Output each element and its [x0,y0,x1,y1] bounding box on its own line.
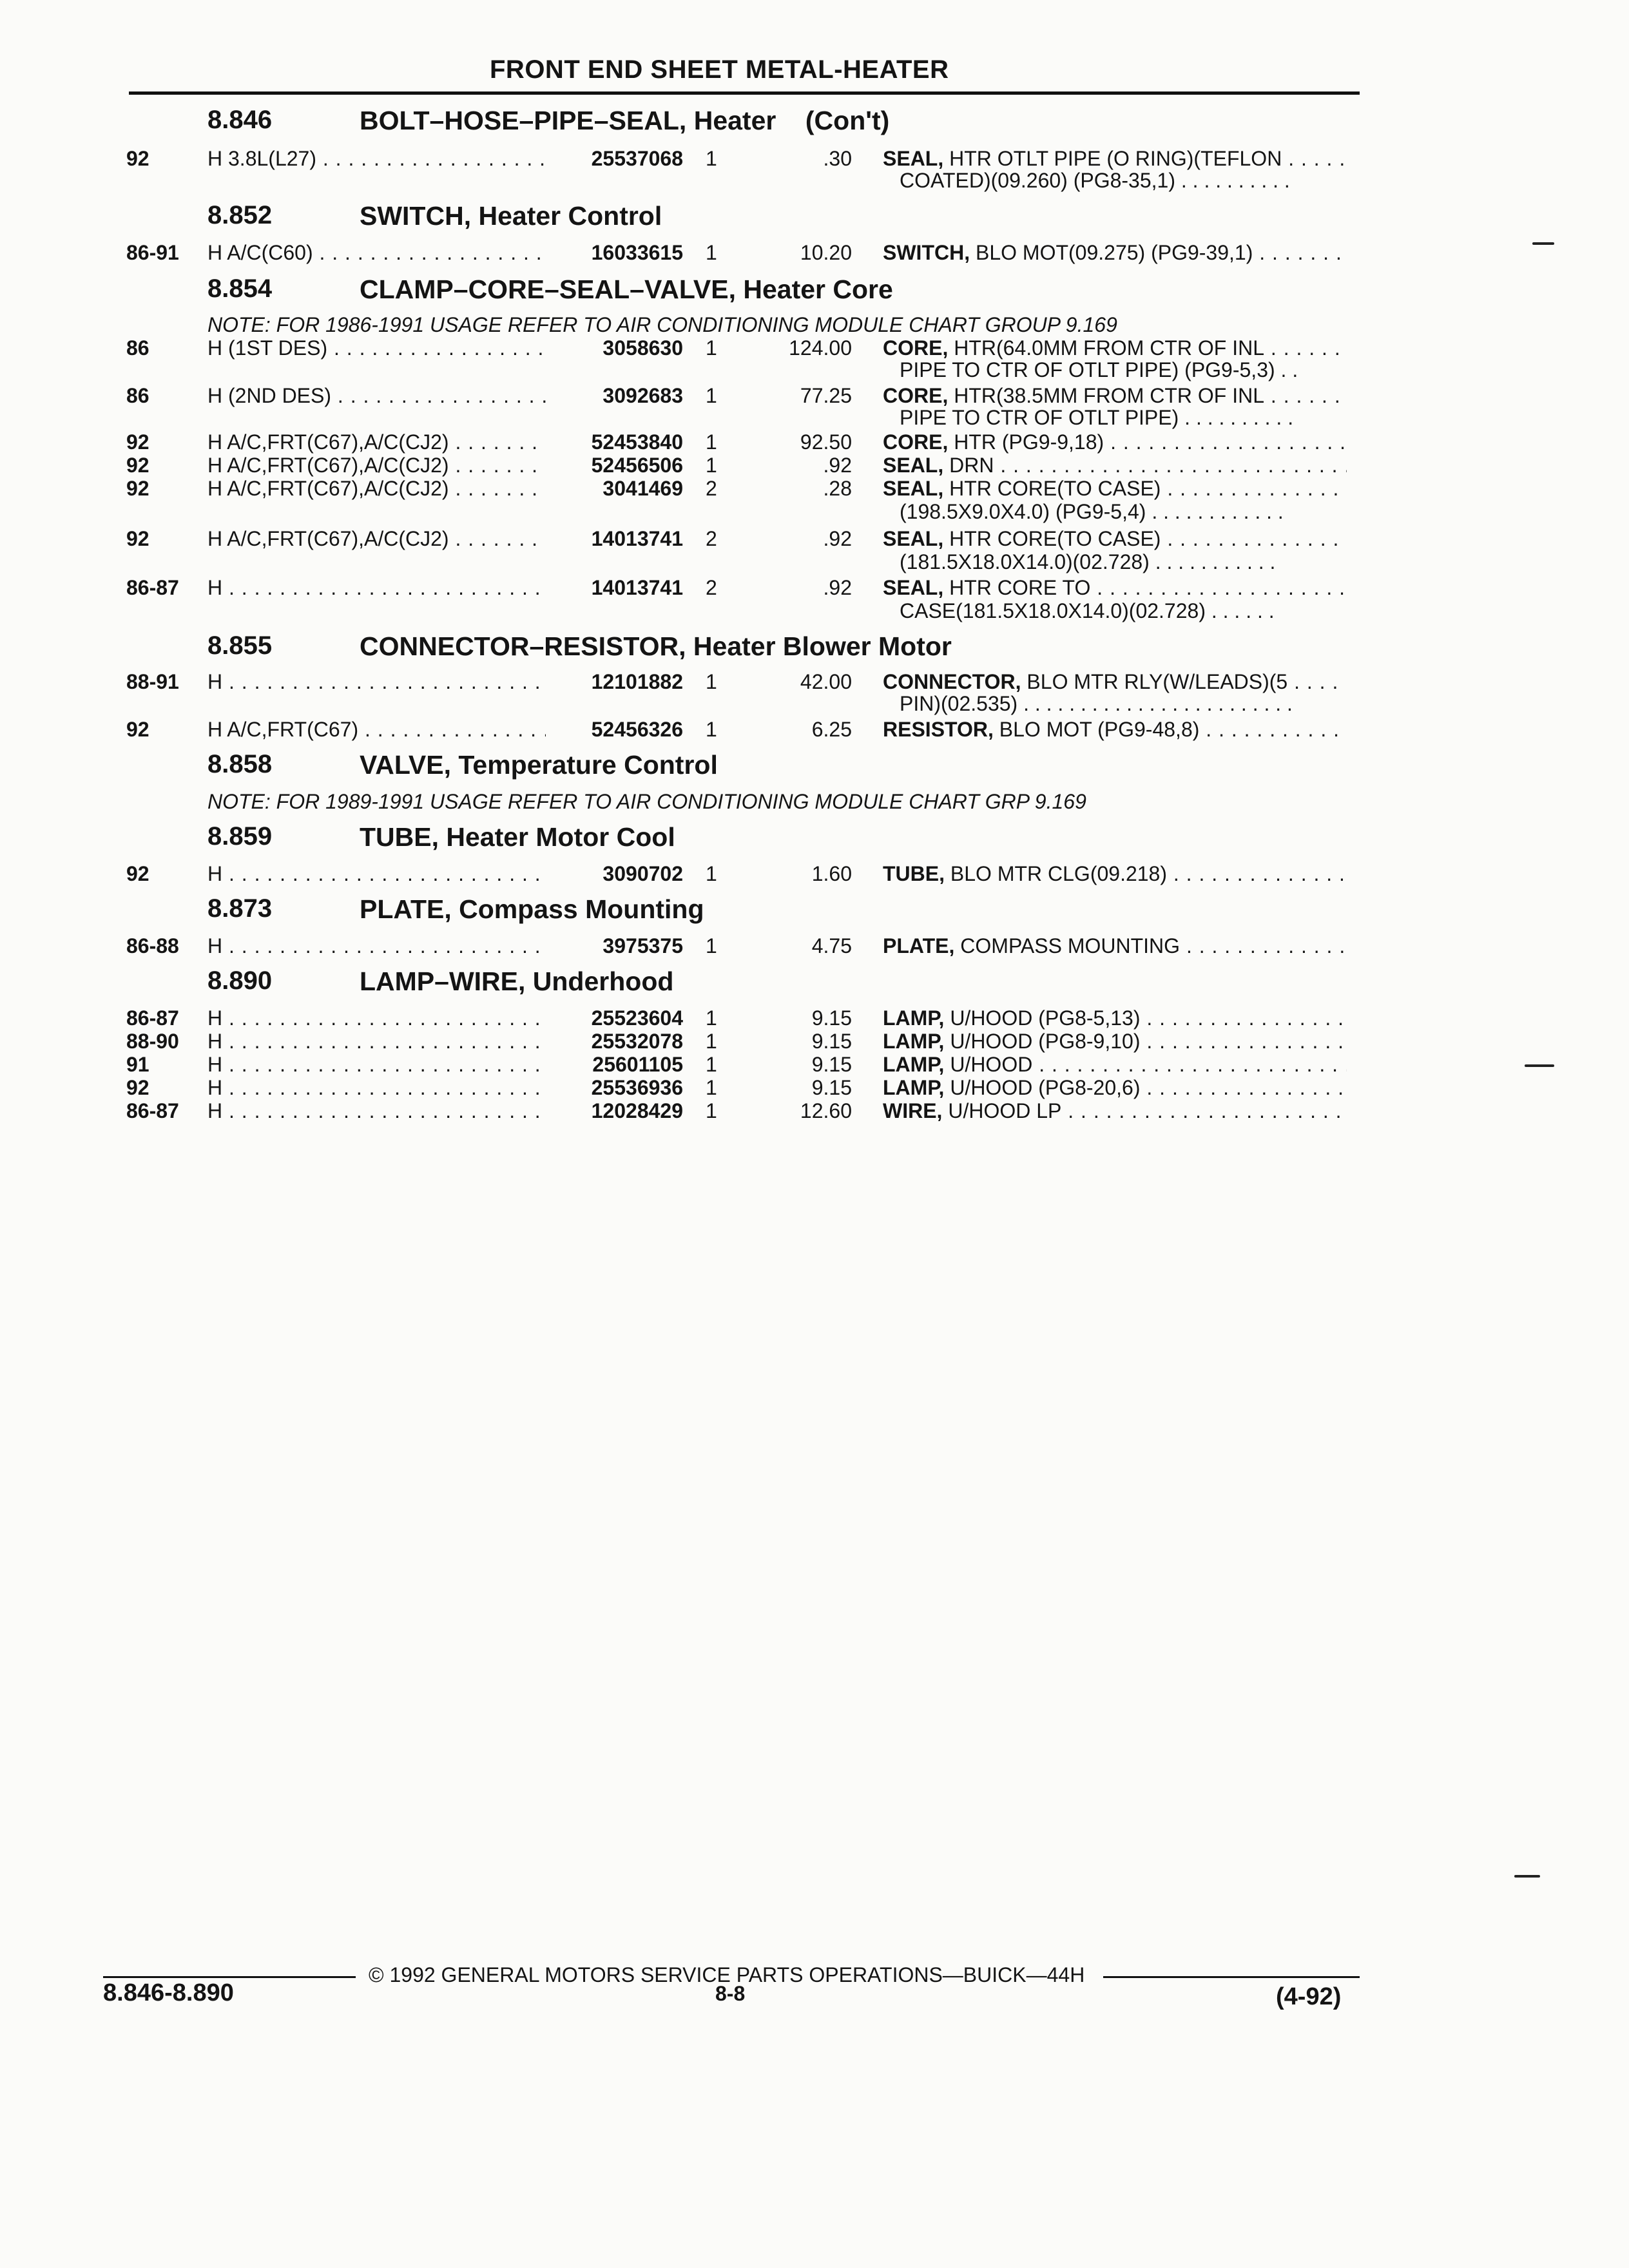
table-row [0,477,1629,500]
model-year: 92 [126,430,149,454]
part-description [883,670,1347,694]
description-text: U/HOOD (PG8-9,10) [944,1030,1141,1053]
price: 4.75 [811,934,852,957]
part-number: 25601105 [592,1053,683,1076]
part-number: 25532078 [591,1030,683,1053]
part-description [883,384,1347,408]
vehicle-usage: H A/C,FRT(C67),A/C(CJ2) . . . [207,477,546,501]
price: 42.00 [800,670,852,693]
table-row [0,1053,1629,1076]
description-text: U/HOOD (PG8-20,6) [944,1076,1141,1099]
part-description [883,241,1347,265]
margin-mark [1525,1064,1554,1067]
page-title: FRONT END SHEET METAL-HEATER [490,55,949,84]
description-key: WIRE, [883,1099,943,1122]
description-key: CORE, [883,384,949,407]
quantity: 1 [706,1076,717,1099]
table-row [0,454,1629,477]
group-heading [0,631,1629,664]
price: .92 [823,454,852,477]
group-heading [0,822,1629,854]
quantity: 2 [706,527,717,550]
part-number: 52456506 [591,454,683,477]
part-number: 14013741 [591,576,683,599]
vehicle-usage: H . . . [207,862,546,886]
description-text: HTR CORE TO [943,576,1091,599]
price: 9.15 [811,1053,852,1076]
price: 10.20 [800,241,852,264]
table-row [0,147,1629,170]
model-year: 92 [126,1076,149,1099]
header-rule [129,91,1360,95]
table-row [0,1030,1629,1053]
part-number: 3092683 [602,384,683,407]
vehicle-usage: H . . . [207,934,546,958]
description-key: CORE, [883,430,949,454]
table-row [0,718,1629,741]
price: .92 [823,527,852,550]
part-number: 16033615 [591,241,683,264]
vehicle-usage: H . . . [207,1030,546,1053]
group-name: CONNECTOR–RESISTOR, Heater Blower Motor [360,631,952,661]
vehicle-usage: H A/C,FRT(C67) . . . [207,718,546,742]
quantity: 1 [706,718,717,741]
part-number: 25537068 [591,147,683,170]
group-number-text: 8.858 [207,750,273,778]
description-key: LAMP, [883,1030,945,1053]
table-row [0,384,1629,407]
description-text: BLO MTR RLY(W/LEADS)(5 [1021,670,1288,693]
model-year: 86-88 [126,934,179,957]
description-key: LAMP, [883,1006,945,1030]
price: 1.60 [811,862,852,885]
price: 9.15 [811,1030,852,1053]
footer-copyright: © 1992 GENERAL MOTORS SERVICE PARTS OPERATIONS—BUICK—44H [369,1963,1085,1986]
part-description [883,718,1347,742]
group-name: PLATE, Compass Mounting [360,894,704,924]
description-text: HTR CORE(TO CASE) [943,527,1161,550]
group-number-text: 8.859 [207,822,273,850]
description-text: U/HOOD (PG8-5,13) [944,1006,1141,1030]
description-key: SEAL, [883,527,944,550]
part-description [883,454,1347,477]
group-heading [0,274,1629,307]
table-row [0,241,1629,264]
description-text: U/HOOD LP [942,1099,1062,1122]
description-key: SEAL, [883,454,944,477]
part-description [883,1006,1347,1030]
table-row [0,862,1629,885]
description-continuation: PIPE TO CTR OF OTLT PIPE) (PG9-5,3) . . [900,358,1298,381]
description-text: BLO MOT (PG9-48,8) [993,718,1200,741]
group-number-text: 8.846 [207,106,273,134]
description-key: TUBE, [883,862,945,885]
part-number: 52456326 [591,718,683,741]
price: .28 [823,477,852,500]
group-name: VALVE, Temperature Control [360,750,718,780]
part-number: 25536936 [591,1076,683,1099]
quantity: 2 [706,477,717,500]
group-heading [0,106,1629,138]
margin-mark [1514,1875,1540,1878]
description-continuation: CASE(181.5X18.0X14.0)(02.728) . . . . . . [900,599,1275,622]
model-year: 92 [126,477,149,500]
description-key: SWITCH, [883,241,970,264]
description-text: DRN [943,454,994,477]
quantity: 1 [706,1030,717,1053]
description-key: LAMP, [883,1076,945,1099]
group-name: LAMP–WIRE, Underhood [360,966,674,996]
price: 6.25 [811,718,852,741]
vehicle-usage: H (2ND DES) . . . [207,384,546,408]
table-row [0,336,1629,360]
model-year: 86-87 [126,1099,179,1122]
part-number: 3090702 [602,862,683,885]
vehicle-usage: H (1ST DES) . . . [207,336,546,360]
group-number-text: 8.854 [207,274,273,303]
table-row [0,1099,1629,1122]
description-key: RESISTOR, [883,718,994,741]
price: 9.15 [811,1006,852,1030]
part-description [883,527,1347,551]
model-year: 92 [126,527,149,550]
group-number-text: 8.852 [207,201,273,229]
price: 77.25 [800,384,852,407]
part-number: 3041469 [602,477,683,500]
group-name: CLAMP–CORE–SEAL–VALVE, Heater Core [360,274,893,304]
group-number-text: 8.873 [207,894,273,923]
price: 9.15 [811,1076,852,1099]
description-continuation: PIN)(02.535) . . . . . . . . . . . . . . . . . . . . . . . . [900,692,1293,715]
vehicle-usage: H . . . [207,670,546,694]
group-heading [0,201,1629,233]
model-year: 88-91 [126,670,179,693]
vehicle-usage: H . . . [207,576,546,600]
table-row [0,670,1629,693]
group-number-text: 8.855 [207,631,273,660]
group-number-text: 8.890 [207,966,273,995]
quantity: 1 [706,1053,717,1076]
footer-revision-date: (4-92) [1276,1983,1342,2010]
quantity: 1 [706,934,717,957]
description-key: SEAL, [883,576,944,599]
price: 124.00 [789,336,852,360]
description-continuation: COATED)(09.260) (PG8-35,1) . . . . . . . . . . [900,169,1290,192]
model-year: 88-90 [126,1030,179,1053]
description-key: LAMP, [883,1053,945,1076]
description-text: U/HOOD [944,1053,1033,1076]
model-year: 92 [126,454,149,477]
quantity: 1 [706,336,717,360]
part-number: 12028429 [591,1099,683,1122]
footer-rule-left [103,1976,356,1978]
part-description [883,477,1347,501]
price: .30 [823,147,852,170]
vehicle-usage: H A/C,FRT(C67),A/C(CJ2) . . . [207,527,546,551]
quantity: 1 [706,147,717,170]
vehicle-usage: H A/C(C60) . . . [207,241,546,265]
description-text: BLO MTR CLG(09.218) [945,862,1167,885]
model-year: 92 [126,718,149,741]
part-description [883,147,1347,171]
model-year: 91 [126,1053,149,1076]
quantity: 1 [706,241,717,264]
table-row [0,1076,1629,1099]
part-number: 14013741 [591,527,683,550]
group-heading [0,750,1629,782]
quantity: 1 [706,1006,717,1030]
vehicle-usage: H 3.8L(L27) . . . [207,147,546,171]
part-number: 12101882 [591,670,683,693]
description-text: HTR CORE(TO CASE) [943,477,1161,500]
vehicle-usage: H . . . [207,1076,546,1100]
vehicle-usage: H . . . [207,1053,546,1077]
part-description [883,1076,1347,1100]
table-row [0,430,1629,454]
model-year: 92 [126,147,149,170]
footer-rule-right [1103,1976,1360,1978]
group-name: SWITCH, Heater Control [360,201,662,231]
description-key: PLATE, [883,934,955,957]
price: 12.60 [800,1099,852,1122]
part-description [883,1099,1347,1123]
model-year: 86 [126,384,149,407]
group-name: TUBE, Heater Motor Cool [360,822,675,852]
model-year: 86-91 [126,241,179,264]
vehicle-usage: H A/C,FRT(C67),A/C(CJ2) . . . [207,454,546,477]
description-text: HTR(64.0MM FROM CTR OF INL [948,336,1265,360]
quantity: 1 [706,454,717,477]
part-number: 52453840 [591,430,683,454]
part-description [883,862,1347,886]
part-description [883,1053,1347,1077]
vehicle-usage: H A/C,FRT(C67),A/C(CJ2) . . . [207,430,546,454]
vehicle-usage: H . . . [207,1006,546,1030]
table-row [0,527,1629,550]
model-year: 92 [126,862,149,885]
price: 92.50 [800,430,852,454]
quantity: 1 [706,430,717,454]
table-row [0,576,1629,599]
description-text: BLO MOT(09.275) (PG9-39,1) [970,241,1253,264]
quantity: 1 [706,670,717,693]
description-text: HTR (PG9-9,18) [948,430,1104,454]
table-row [0,1006,1629,1030]
part-description [883,336,1347,360]
group-note: NOTE: FOR 1989-1991 USAGE REFER TO AIR CONDITIONING MODULE CHART GRP 9.169 [207,790,1086,813]
group-name: BOLT–HOSE–PIPE–SEAL, Heater (Con't) [360,106,890,135]
part-description [883,1030,1347,1053]
part-description [883,934,1347,958]
description-text: HTR(38.5MM FROM CTR OF INL [948,384,1265,407]
quantity: 1 [706,384,717,407]
group-heading [0,894,1629,927]
description-continuation: PIPE TO CTR OF OTLT PIPE) . . . . . . . . . . [900,406,1294,429]
model-year: 86 [126,336,149,360]
part-number: 25523604 [591,1006,683,1030]
model-year: 86-87 [126,1006,179,1030]
quantity: 1 [706,1099,717,1122]
part-number: 3058630 [602,336,683,360]
description-continuation: (198.5X9.0X4.0) (PG9-5,4) . . . . . . . . . . . . [900,500,1284,523]
description-key: SEAL, [883,147,944,170]
footer-group-range: 8.846-8.890 [103,1979,234,2006]
description-key: CORE, [883,336,949,360]
table-row [0,934,1629,957]
model-year: 86-87 [126,576,179,599]
footer-page-number: 8-8 [715,1982,746,2005]
part-description [883,576,1347,600]
description-text: HTR OTLT PIPE (O RING)(TEFLON [943,147,1282,170]
description-continuation: (181.5X18.0X14.0)(02.728) . . . . . . . . . . . [900,550,1276,573]
description-key: SEAL, [883,477,944,500]
margin-mark [1532,242,1554,245]
part-description [883,430,1347,454]
description-key: CONNECTOR, [883,670,1021,693]
vehicle-usage: H . . . [207,1099,546,1123]
price: .92 [823,576,852,599]
group-note: NOTE: FOR 1986-1991 USAGE REFER TO AIR CONDITIONING MODULE CHART GROUP 9.169 [207,313,1117,336]
description-text: COMPASS MOUNTING [954,934,1181,957]
quantity: 2 [706,576,717,599]
part-number: 3975375 [602,934,683,957]
group-heading [0,966,1629,999]
quantity: 1 [706,862,717,885]
